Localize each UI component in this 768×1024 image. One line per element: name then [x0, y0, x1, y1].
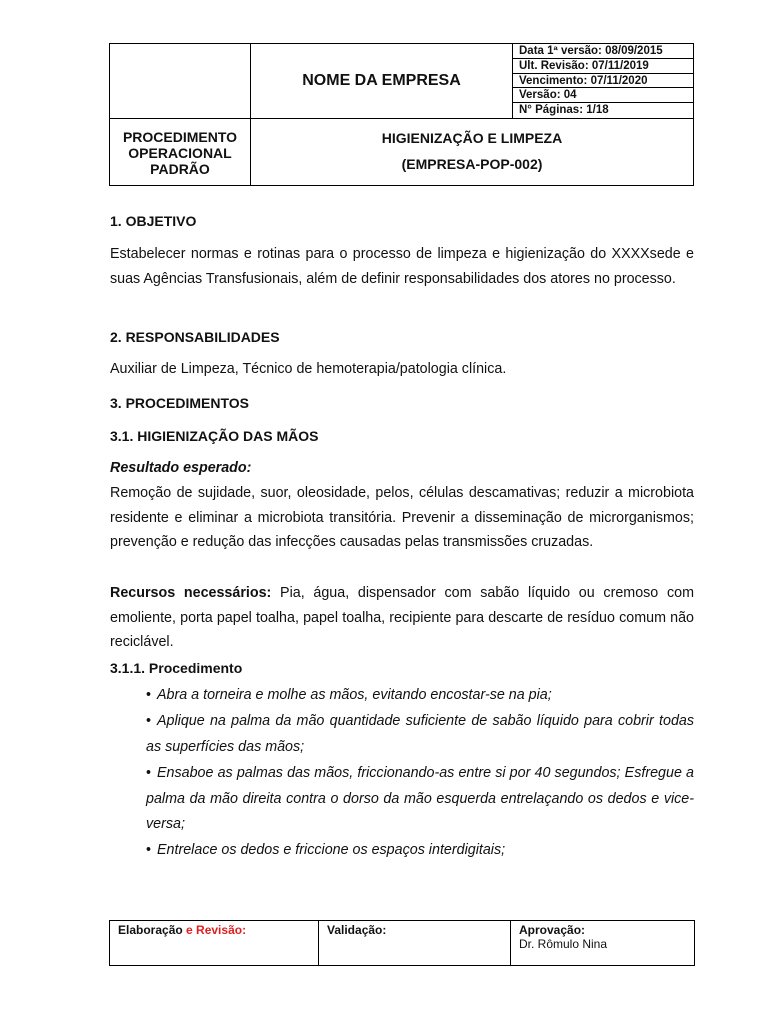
- elaboration-conjunction: e: [182, 923, 197, 937]
- pop-label-line-2: OPERACIONAL: [128, 144, 232, 161]
- procedure-step-text: Abra a torneira e molhe as mãos, evitando encostar-se na pia;: [157, 687, 552, 703]
- procedure-step-2: [146, 709, 694, 760]
- procedure-step-text: Entrelace os dedos e friccione os espaços interdigitais;: [157, 842, 506, 858]
- approval-cell: [511, 921, 695, 966]
- approver-name: Dr. Rômulo Nina: [519, 937, 608, 951]
- expected-result-label: Resultado esperado:: [110, 460, 252, 476]
- logo-placeholder-cell: [110, 44, 251, 119]
- pop-label-line-3: PADRÃO: [150, 160, 210, 177]
- bullet-icon: •: [146, 765, 152, 781]
- pop-label-line-1: PROCEDIMENTO: [122, 128, 238, 145]
- resources-text: Pia, água, dispensador com sabão líquido ou cremoso com emoliente, porta papel toalha, papel toalha, recipiente para descarte de resíduo comum não reciclável.: [110, 585, 694, 650]
- procedure-step-1: [146, 683, 694, 709]
- meta-page-count: N° Páginas: 1/18: [519, 104, 609, 117]
- bullet-icon: •: [146, 842, 152, 858]
- bullet-icon: •: [146, 687, 152, 703]
- bullet-icon: •: [146, 713, 152, 729]
- subject-code: (EMPRESA-POP-002): [401, 155, 543, 172]
- section-2-title: 2. RESPONSABILIDADES: [110, 329, 280, 345]
- meta-version: Versão: 04: [513, 88, 693, 103]
- meta-expiration: Vencimento: 07/11/2020: [513, 74, 693, 89]
- expected-result-text: Remoção de sujidade, suor, oleosidade, pelos, células descamativas; reduzir a microbiota residente e eliminar a microbiota transitória. Prevenir a disseminação de microrganismos; prevenção e redução das infecções causadas pelas transmissões cruzadas.: [110, 485, 694, 550]
- procedure-step-text: Aplique na palma da mão quantidade suficiente de sabão líquido para cobrir todas as superfícies das mãos;: [146, 713, 694, 755]
- procedure-step-4: [146, 838, 694, 864]
- pop-label: [110, 118, 251, 185]
- resources-paragraph: [110, 581, 694, 655]
- approval-label: Aprovação:: [519, 923, 586, 937]
- section-3-1-title: 3.1. HIGIENIZAÇÃO DAS MÃOS: [110, 428, 319, 444]
- section-3-1-1-title: 3.1.1. Procedimento: [110, 660, 243, 676]
- section-1-text: Estabelecer normas e rotinas para o processo de limpeza e higienização do XXXXsede e suas Agências Transfusionais, além de definir responsabilidades dos atores no processo.: [110, 246, 694, 287]
- resources-label: Recursos necessários:: [110, 585, 272, 601]
- section-3-title: 3. PROCEDIMENTOS: [110, 395, 249, 411]
- section-2-text: Auxiliar de Limpeza, Técnico de hemoterapia/patologia clínica.: [110, 361, 507, 377]
- elaboration-revision-cell: [110, 921, 319, 966]
- subject-title: HIGIENIZAÇÃO E LIMPEZA: [381, 129, 563, 146]
- procedure-step-text: Ensaboe as palmas das mãos, friccionando-as entre si por 40 segundos; Esfregue a palma da mão direita contra o dorso da mão esquerda entrelaçando os dedos e vice-versa;: [146, 765, 694, 832]
- meta-first-version-date: Data 1ª versão: 08/09/2015: [513, 44, 693, 59]
- validation-cell: [319, 921, 511, 966]
- document-meta-cell: [513, 44, 694, 119]
- document-footer-table: [109, 920, 695, 966]
- procedure-step-3: [146, 761, 694, 838]
- revision-label: Revisão:: [196, 923, 247, 937]
- document-subject: [251, 118, 694, 185]
- section-1-title: 1. OBJETIVO: [110, 213, 197, 229]
- document-header-table: [109, 43, 694, 186]
- meta-last-revision: Ult. Revisão: 07/11/2019: [513, 59, 693, 74]
- elaboration-label: Elaboração: [118, 923, 183, 937]
- validation-label: Validação:: [327, 923, 387, 937]
- company-name: NOME DA EMPRESA: [251, 44, 513, 119]
